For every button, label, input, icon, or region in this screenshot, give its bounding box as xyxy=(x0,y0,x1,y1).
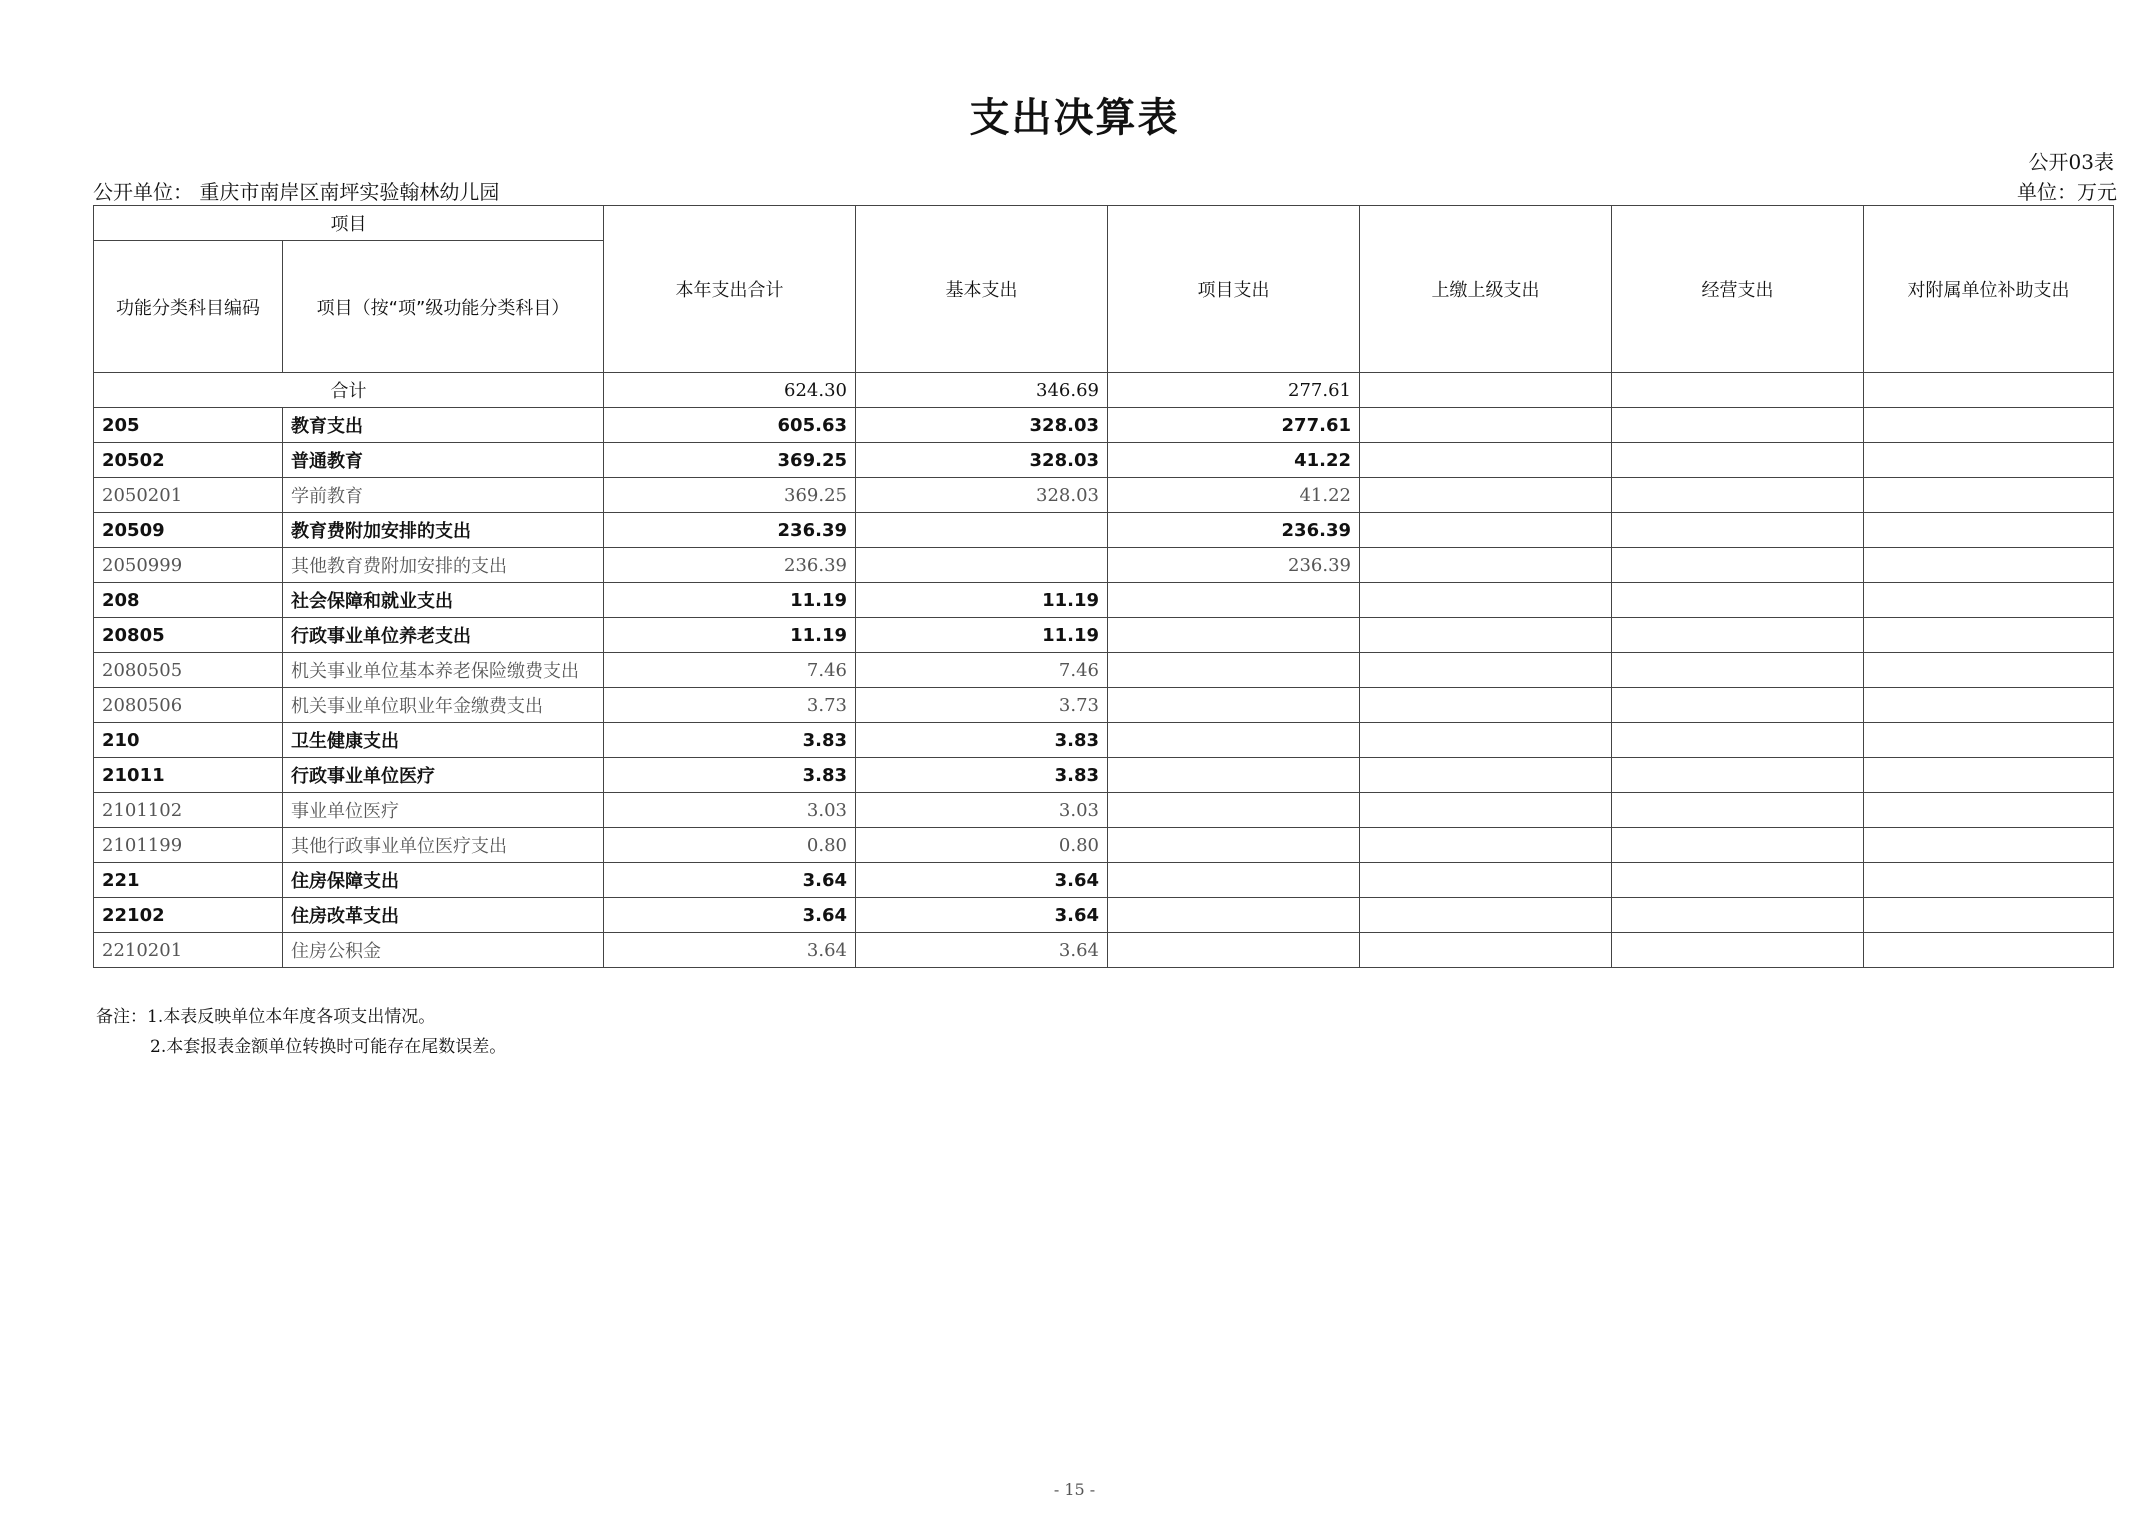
header-subsidy: 对附属单位补助支出 xyxy=(1864,206,2114,373)
row-project: 236.39 xyxy=(1108,513,1360,548)
row-business xyxy=(1612,898,1864,933)
row-project xyxy=(1108,758,1360,793)
table-row xyxy=(94,793,2114,828)
row-total: 3.64 xyxy=(604,933,856,968)
row-project xyxy=(1108,863,1360,898)
row-basic: 11.19 xyxy=(856,618,1108,653)
row-business xyxy=(1612,548,1864,583)
form-number: 公开03表 xyxy=(2028,150,2114,174)
table-row xyxy=(94,513,2114,548)
note-2: 2.本套报表金额单位转换时可能存在尾数误差。 xyxy=(150,1037,507,1057)
row-basic: 3.64 xyxy=(856,863,1108,898)
row-total: 3.03 xyxy=(604,793,856,828)
row-code: 2080505 xyxy=(94,653,283,688)
header-row-1 xyxy=(94,206,2114,241)
row-upper xyxy=(1360,443,1612,478)
row-upper xyxy=(1360,688,1612,723)
row-upper xyxy=(1360,478,1612,513)
row-subsidy xyxy=(1864,723,2114,758)
row-upper xyxy=(1360,898,1612,933)
row-subsidy xyxy=(1864,688,2114,723)
table-row xyxy=(94,548,2114,583)
row-project: 236.39 xyxy=(1108,548,1360,583)
row-upper xyxy=(1360,933,1612,968)
row-total: 605.63 xyxy=(604,408,856,443)
row-subsidy xyxy=(1864,408,2114,443)
row-basic xyxy=(856,513,1108,548)
header-business: 经营支出 xyxy=(1612,206,1864,373)
row-subsidy xyxy=(1864,653,2114,688)
table-row xyxy=(94,618,2114,653)
row-code: 2050999 xyxy=(94,548,283,583)
row-project xyxy=(1108,653,1360,688)
header-project-expenditure: 项目支出 xyxy=(1108,206,1360,373)
row-basic: 0.80 xyxy=(856,828,1108,863)
row-code: 21011 xyxy=(94,758,283,793)
row-business xyxy=(1612,793,1864,828)
row-subsidy xyxy=(1864,758,2114,793)
row-subsidy xyxy=(1864,548,2114,583)
row-subsidy xyxy=(1864,793,2114,828)
header-upper-payment: 上缴上级支出 xyxy=(1360,206,1612,373)
notes xyxy=(96,1002,506,1062)
table-row xyxy=(94,408,2114,443)
header-total: 本年支出合计 xyxy=(604,206,856,373)
row-code: 208 xyxy=(94,583,283,618)
table-row xyxy=(94,583,2114,618)
total-label: 合计 xyxy=(94,373,604,408)
row-name: 其他行政事业单位医疗支出 xyxy=(283,828,604,863)
row-upper xyxy=(1360,618,1612,653)
row-business xyxy=(1612,408,1864,443)
table-row xyxy=(94,828,2114,863)
row-business xyxy=(1612,583,1864,618)
header-name: 项目（按“项”级功能分类科目） xyxy=(283,241,604,373)
row-code: 2210201 xyxy=(94,933,283,968)
row-project: 41.22 xyxy=(1108,443,1360,478)
row-code: 221 xyxy=(94,863,283,898)
total-row xyxy=(94,373,2114,408)
row-upper xyxy=(1360,583,1612,618)
total-upper xyxy=(1360,373,1612,408)
row-basic: 328.03 xyxy=(856,478,1108,513)
row-business xyxy=(1612,758,1864,793)
row-subsidy xyxy=(1864,443,2114,478)
table-row xyxy=(94,443,2114,478)
row-code: 22102 xyxy=(94,898,283,933)
expenditure-table xyxy=(93,205,2114,968)
row-subsidy xyxy=(1864,898,2114,933)
note-1: 备注：1.本表反映单位本年度各项支出情况。 xyxy=(96,1007,436,1027)
row-upper xyxy=(1360,408,1612,443)
page-title: 支出决算表 xyxy=(969,95,1180,141)
total-business xyxy=(1612,373,1864,408)
total-basic: 346.69 xyxy=(856,373,1108,408)
row-name: 普通教育 xyxy=(283,443,604,478)
row-project xyxy=(1108,898,1360,933)
row-name: 住房改革支出 xyxy=(283,898,604,933)
row-subsidy xyxy=(1864,933,2114,968)
row-total: 3.83 xyxy=(604,758,856,793)
row-upper xyxy=(1360,513,1612,548)
row-name: 事业单位医疗 xyxy=(283,793,604,828)
row-basic: 7.46 xyxy=(856,653,1108,688)
table-row xyxy=(94,758,2114,793)
row-project xyxy=(1108,793,1360,828)
row-subsidy xyxy=(1864,513,2114,548)
row-business xyxy=(1612,933,1864,968)
row-basic: 3.73 xyxy=(856,688,1108,723)
row-name: 社会保障和就业支出 xyxy=(283,583,604,618)
row-subsidy xyxy=(1864,828,2114,863)
row-code: 2101199 xyxy=(94,828,283,863)
reporting-unit: 公开单位： 重庆市南岸区南坪实验翰林幼儿园 xyxy=(93,180,500,204)
table-row xyxy=(94,723,2114,758)
row-total: 3.73 xyxy=(604,688,856,723)
row-upper xyxy=(1360,548,1612,583)
row-project xyxy=(1108,723,1360,758)
row-code: 2050201 xyxy=(94,478,283,513)
row-project: 277.61 xyxy=(1108,408,1360,443)
total-project: 277.61 xyxy=(1108,373,1360,408)
row-total: 11.19 xyxy=(604,583,856,618)
row-total: 11.19 xyxy=(604,618,856,653)
table-row xyxy=(94,863,2114,898)
row-business xyxy=(1612,443,1864,478)
header-code: 功能分类科目编码 xyxy=(94,241,283,373)
row-code: 2080506 xyxy=(94,688,283,723)
row-name: 机关事业单位职业年金缴费支出 xyxy=(283,688,604,723)
row-project xyxy=(1108,583,1360,618)
row-business xyxy=(1612,513,1864,548)
row-basic: 3.64 xyxy=(856,898,1108,933)
row-total: 0.80 xyxy=(604,828,856,863)
row-basic: 328.03 xyxy=(856,443,1108,478)
row-code: 2101102 xyxy=(94,793,283,828)
row-business xyxy=(1612,653,1864,688)
row-basic: 3.83 xyxy=(856,758,1108,793)
row-basic: 328.03 xyxy=(856,408,1108,443)
row-basic: 3.03 xyxy=(856,793,1108,828)
row-total: 236.39 xyxy=(604,513,856,548)
row-total: 236.39 xyxy=(604,548,856,583)
row-name: 其他教育费附加安排的支出 xyxy=(283,548,604,583)
row-project xyxy=(1108,828,1360,863)
row-basic: 3.64 xyxy=(856,933,1108,968)
header-basic: 基本支出 xyxy=(856,206,1108,373)
table-row xyxy=(94,933,2114,968)
row-project: 41.22 xyxy=(1108,478,1360,513)
row-name: 卫生健康支出 xyxy=(283,723,604,758)
row-name: 机关事业单位基本养老保险缴费支出 xyxy=(283,653,604,688)
row-upper xyxy=(1360,758,1612,793)
row-total: 369.25 xyxy=(604,478,856,513)
table-row xyxy=(94,688,2114,723)
row-code: 20805 xyxy=(94,618,283,653)
row-total: 7.46 xyxy=(604,653,856,688)
row-code: 20502 xyxy=(94,443,283,478)
row-name: 住房公积金 xyxy=(283,933,604,968)
total-total: 624.30 xyxy=(604,373,856,408)
row-name: 教育支出 xyxy=(283,408,604,443)
row-code: 20509 xyxy=(94,513,283,548)
row-code: 205 xyxy=(94,408,283,443)
row-total: 3.64 xyxy=(604,863,856,898)
row-business xyxy=(1612,688,1864,723)
row-upper xyxy=(1360,793,1612,828)
table-row xyxy=(94,898,2114,933)
row-upper xyxy=(1360,828,1612,863)
row-name: 学前教育 xyxy=(283,478,604,513)
page-number: - 15 - xyxy=(1053,1480,1096,1499)
row-name: 住房保障支出 xyxy=(283,863,604,898)
currency-unit: 单位：万元 xyxy=(2017,180,2117,204)
row-business xyxy=(1612,723,1864,758)
row-basic: 3.83 xyxy=(856,723,1108,758)
table-row xyxy=(94,653,2114,688)
row-business xyxy=(1612,618,1864,653)
row-basic xyxy=(856,548,1108,583)
row-total: 369.25 xyxy=(604,443,856,478)
row-subsidy xyxy=(1864,618,2114,653)
row-code: 210 xyxy=(94,723,283,758)
row-name: 行政事业单位养老支出 xyxy=(283,618,604,653)
row-project xyxy=(1108,933,1360,968)
row-upper xyxy=(1360,723,1612,758)
table-row xyxy=(94,478,2114,513)
total-subsidy xyxy=(1864,373,2114,408)
row-business xyxy=(1612,828,1864,863)
row-upper xyxy=(1360,863,1612,898)
row-subsidy xyxy=(1864,583,2114,618)
row-total: 3.64 xyxy=(604,898,856,933)
row-basic: 11.19 xyxy=(856,583,1108,618)
row-name: 行政事业单位医疗 xyxy=(283,758,604,793)
row-upper xyxy=(1360,653,1612,688)
row-total: 3.83 xyxy=(604,723,856,758)
row-business xyxy=(1612,863,1864,898)
row-subsidy xyxy=(1864,863,2114,898)
row-subsidy xyxy=(1864,478,2114,513)
row-project xyxy=(1108,688,1360,723)
row-business xyxy=(1612,478,1864,513)
row-project xyxy=(1108,618,1360,653)
row-name: 教育费附加安排的支出 xyxy=(283,513,604,548)
header-project: 项目 xyxy=(94,206,604,241)
